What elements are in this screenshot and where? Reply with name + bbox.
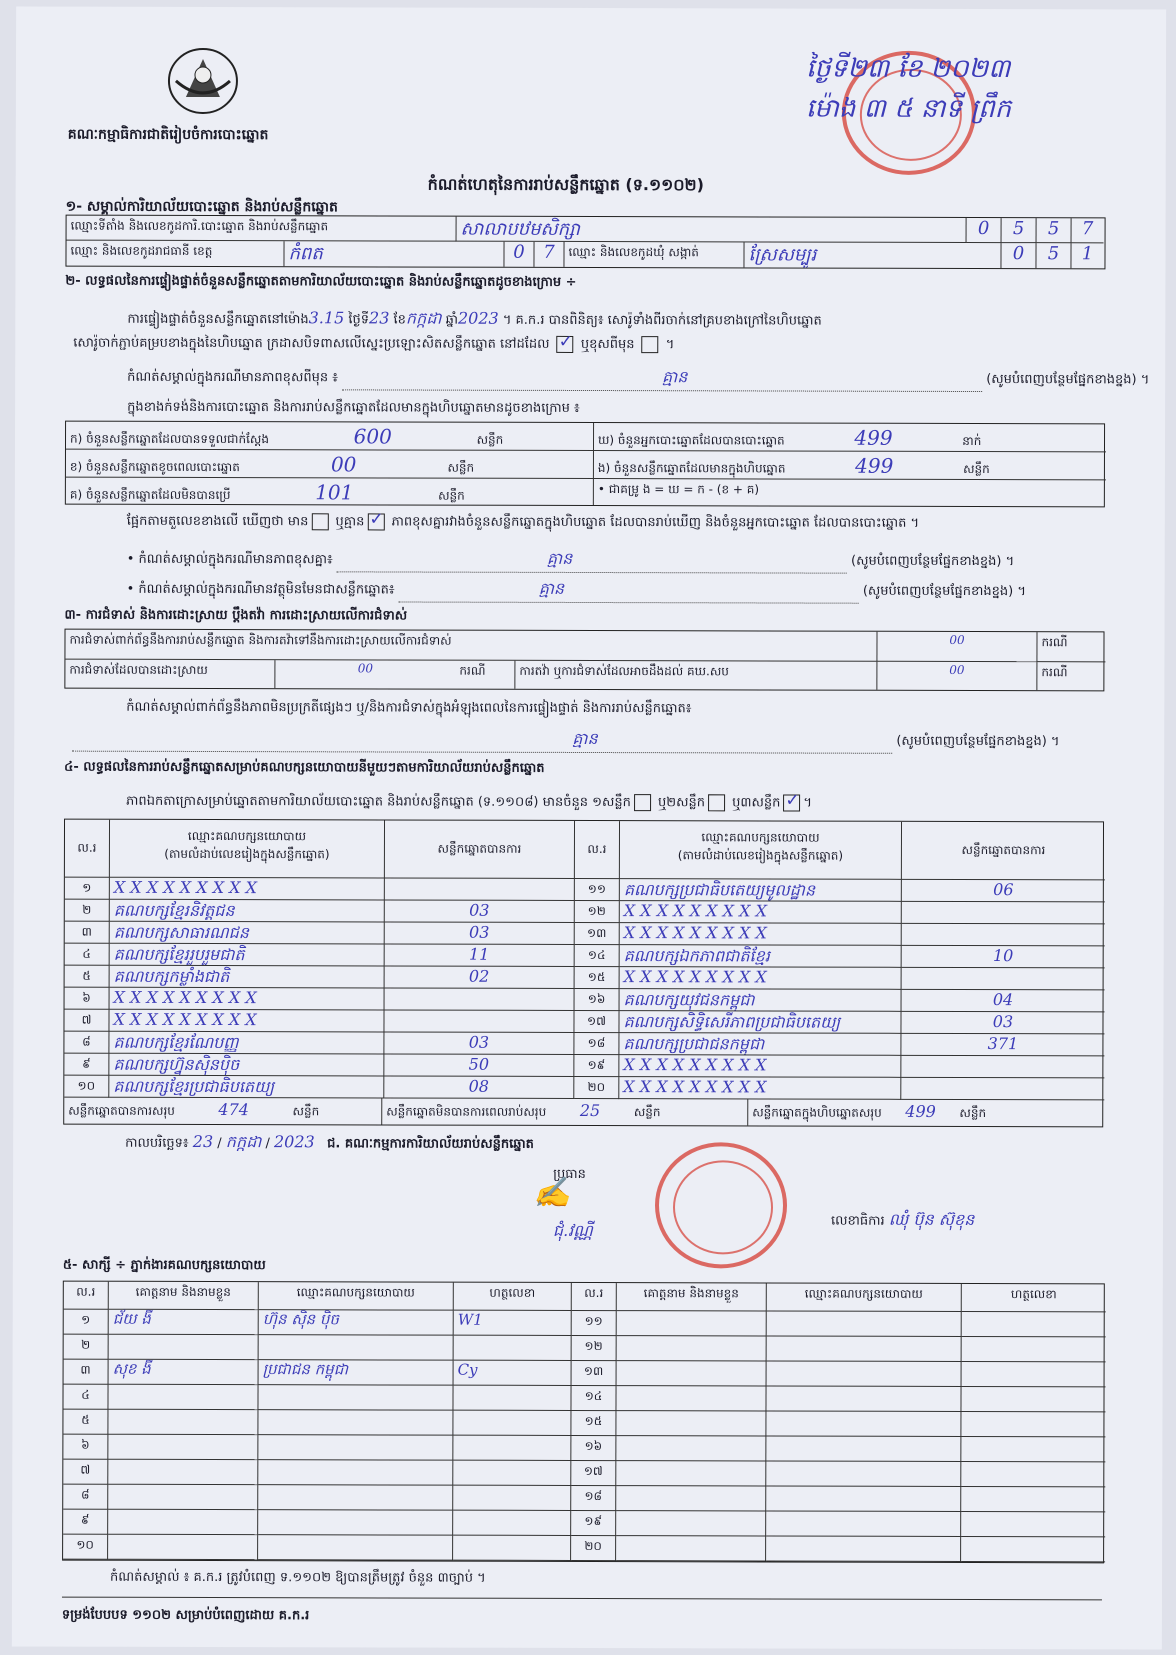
party-votes: 04 bbox=[902, 990, 1105, 1013]
witness-no: ១៤ bbox=[571, 1386, 616, 1411]
change-note-line: កំណត់សម្គាល់ក្នុងករណីមានភាពខុសពីមុន ៖ គ្មាន (សូមបំពេញបន្ថែមផ្នែកខាងខ្នង) ។ bbox=[127, 365, 1107, 393]
witness-party bbox=[766, 1461, 961, 1487]
station-value: សាលាបឋមសិក្សា bbox=[457, 217, 967, 243]
province-value: កំពត bbox=[284, 241, 504, 267]
witness-no: ៧ bbox=[63, 1460, 108, 1485]
province-code-digit: 0 bbox=[504, 242, 534, 267]
party-name: គណបក្សខ្មែរណែបញ្ញ bbox=[109, 1032, 384, 1055]
w-col-party: ឈ្មោះគណបក្សនយោបាយ bbox=[259, 1282, 454, 1311]
party-name: គណបក្សខ្មែររួបរួមជាតិ bbox=[110, 944, 385, 967]
witness-no: ១ bbox=[64, 1310, 109, 1335]
party-name: គណបក្សប្រជាជនកម្ពុជា bbox=[619, 1033, 901, 1056]
witness-no: ១៣ bbox=[572, 1361, 617, 1386]
district-value: ស្រែសម្បូរ bbox=[744, 242, 1001, 268]
col-header-votes: សន្លឹកឆ្នោតបានការ bbox=[385, 820, 575, 878]
station-code-digit: 7 bbox=[1072, 218, 1104, 243]
unused-ballots-row: គ) ចំនួនសន្លឹកឆ្នោតដែលមិនបានប្រើ 101 សន្លឹក bbox=[66, 478, 594, 505]
party-name: គណបក្សសាធារណជន bbox=[110, 922, 385, 945]
w-col-sign: ហត្ថលេខា bbox=[454, 1283, 572, 1311]
witness-party bbox=[258, 1410, 453, 1436]
witness-no: ២០ bbox=[571, 1536, 616, 1561]
ballot-intro: ក្នុងខាងក់ទង់និងការបោះឆ្នោត និងការរាប់សន្លឹកឆ្នោតដែលមានក្នុងហិបឆ្នោតមានដូចខាងក្រោម ៖ bbox=[127, 399, 580, 416]
party-votes bbox=[902, 968, 1105, 991]
witness-no: ១១ bbox=[572, 1311, 617, 1336]
witness-no: ១៥ bbox=[571, 1411, 616, 1436]
witness-table bbox=[62, 1281, 1105, 1564]
witness-name bbox=[617, 1311, 767, 1336]
witness-no: ៤ bbox=[63, 1385, 108, 1410]
party-votes: 371 bbox=[901, 1034, 1104, 1057]
witness-party: ហ៊ុន ស៊ិន ប៉ិច bbox=[259, 1310, 454, 1336]
party-name: X X X X X X X X X bbox=[620, 923, 902, 946]
party-name: X X X X X X X X X bbox=[620, 967, 902, 990]
witness-party: ប្រជាជន កម្ពុជា bbox=[259, 1360, 454, 1386]
no-difference-checkbox[interactable] bbox=[367, 513, 384, 530]
witness-no: ១៨ bbox=[571, 1486, 616, 1511]
total-valid: សន្លឹកឆ្នោតបានការសរុប 474 សន្លឹក bbox=[64, 1098, 382, 1125]
chair-signature: ✍ bbox=[532, 1175, 571, 1211]
form-title: កំណត់ហេតុនៃការរាប់សន្លឹកឆ្នោត (ទ.១១០២) bbox=[427, 174, 704, 195]
difference-check-line: ផ្អែកតាមតួលេខខាងលើ ឃើញថា មាន ឬគ្មាន✓ ភាពខុសគ្នារវាងចំនួនសន្លឹកឆ្នោតក្នុងហិបឆ្នោត ដែលបានរាប់ឃើញ និងចំនួនអ្នកបោះឆ្នោត ដែលបានបោះឆ្នោត ។ bbox=[127, 513, 919, 534]
section1-heading: ១- សម្គាល់ការិយាល័យបោះឆ្នោត និងរាប់សន្លឹកឆ្នោត bbox=[65, 198, 338, 216]
witness-sign bbox=[453, 1411, 571, 1436]
witness-name bbox=[616, 1411, 766, 1436]
appeal-count: 00 bbox=[877, 662, 1037, 690]
witness-party bbox=[766, 1411, 961, 1437]
province-label: ឈ្មោះ និងលេខកូដរាជធានី ខេត្ត bbox=[66, 241, 284, 267]
witness-name bbox=[109, 1335, 259, 1360]
party-votes: 03 bbox=[901, 1012, 1104, 1035]
witness-sign bbox=[453, 1536, 571, 1561]
received-ballots-row: ក) ចំនួនសន្លឹកឆ្នោតដែលបានទទួលជាក់ស្ដែង 600 សន្លឹក bbox=[66, 422, 594, 451]
witness-name bbox=[108, 1385, 258, 1410]
two-sheet-checkbox[interactable] bbox=[708, 794, 725, 811]
witness-no: ៨ bbox=[63, 1485, 108, 1510]
section3-heading: ៣- ការជំទាស់ និងការដោះស្រាយ ប្ដឹងតវ៉ា ការដោះស្រាយលើការជំទាស់ bbox=[64, 607, 408, 624]
witness-sign bbox=[962, 1312, 1106, 1337]
col-header-party: ឈ្មោះគណបក្សនយោបាយ (តាមលំដាប់លេខរៀងក្នុងសន្លឹកឆ្នោត) bbox=[620, 821, 902, 880]
witness-name bbox=[616, 1486, 766, 1511]
witness-sign: Cy bbox=[454, 1361, 572, 1386]
section4-heading: ៤- លទ្ធផលនៃការរាប់សន្លឹកឆ្នោតសម្រាប់គណបក្សនយោបាយនីមួយៗតាមការិយាល័យរាប់សន្លឹកឆ្នោត bbox=[64, 759, 545, 776]
witness-name bbox=[616, 1511, 766, 1536]
witness-no: ១២ bbox=[572, 1336, 617, 1361]
party-results-table bbox=[63, 819, 1104, 1128]
row-number: ៤ bbox=[65, 944, 110, 966]
party-name: គណបក្សសិទ្ធិសេរីភាពប្រជាធិបតេយ្យ bbox=[619, 1011, 901, 1034]
witness-party bbox=[767, 1336, 962, 1362]
receipt-note: ថ្ងៃទី២៣ ខែ ២០២៣ ម៉ោង ៣ ៥ នាទី ព្រឹក bbox=[805, 53, 1012, 125]
w-col-no: ល.រ bbox=[572, 1283, 617, 1311]
witness-name bbox=[108, 1535, 258, 1560]
row-number: ៥ bbox=[65, 966, 110, 988]
witness-party bbox=[258, 1510, 453, 1536]
witness-name bbox=[617, 1361, 767, 1386]
station-code-digit: 0 bbox=[967, 218, 1002, 243]
witness-name bbox=[616, 1461, 766, 1486]
witness-party bbox=[767, 1361, 962, 1387]
party-votes bbox=[902, 902, 1105, 925]
witness-no: ១៧ bbox=[571, 1461, 616, 1486]
witness-sign bbox=[961, 1462, 1105, 1487]
witness-name bbox=[616, 1536, 766, 1561]
party-name: គណបក្សខ្មែរនិវត្តជន bbox=[110, 900, 385, 923]
ballots-in-box-row: ង) ចំនួនសន្លឹកឆ្នោតដែលមានក្នុងហិបឆ្នោត 499 សន្លឹក bbox=[594, 451, 1106, 480]
time-value: 3.15 bbox=[308, 308, 345, 328]
document-page bbox=[12, 6, 1166, 1649]
appeal-unit: ករណី bbox=[1041, 665, 1068, 680]
party-votes bbox=[384, 1010, 574, 1032]
row-number: ៩ bbox=[64, 1054, 109, 1076]
witness-party bbox=[258, 1535, 453, 1561]
section2-heading: ២- លទ្ធផលនៃការផ្ទៀងផ្ទាត់ចំនួនសន្លឹកឆ្នោតតាមការិយាល័យបោះឆ្នោត និងរាប់សន្លឹកឆ្នោតដូចខាងក្រោម ÷ bbox=[65, 273, 577, 290]
witness-sign bbox=[961, 1537, 1105, 1562]
province-code-digit: 7 bbox=[534, 242, 564, 267]
irregularity-note-label: កំណត់សម្គាល់ពាក់ព័ន្ធនឹងភាពមិនប្រក្រតីផ្សេងៗ ឬ/និងការជំទាស់ក្នុងអំឡុងពេលនៃការផ្ទៀងផ្ទាត់ និងការរាប់សន្លឹកឆ្នោត៖ bbox=[126, 699, 692, 717]
witness-name bbox=[616, 1386, 766, 1411]
row-number: ១២ bbox=[575, 901, 620, 923]
verification-line-2: សោរ៉ូចាក់ភ្ជាប់គម្របខាងក្នុងនៃហិបឆ្នោត ក្រដាសបិទពាសលើស្នេះប្រឡោះសិតសន្លឹកឆ្នោត នៅដដែល ✓ ឬខុសពីមុន ។ bbox=[73, 335, 674, 356]
ballot-count-table bbox=[65, 421, 1105, 508]
witness-sign bbox=[961, 1387, 1105, 1412]
chair-name: ជុំ.វណ្ណី bbox=[552, 1220, 593, 1241]
witness-name: ជ័យ ងី bbox=[109, 1310, 259, 1335]
witness-no: ១៦ bbox=[571, 1436, 616, 1461]
party-name: គណបក្សប្រជាធិបតេយ្យមូលដ្ឋាន bbox=[620, 879, 902, 902]
witness-party bbox=[258, 1435, 453, 1461]
witness-sign bbox=[453, 1461, 571, 1486]
objection-table bbox=[64, 629, 1104, 692]
resolved-unit: ករណី bbox=[455, 661, 515, 689]
w-col-name: គោត្តនាម និងនាមខ្លួន bbox=[109, 1282, 259, 1310]
station-label: ឈ្មោះទីតាំង និងលេខកូដការិ.បោះឆ្នោត និងរាប់សន្លឹកឆ្នោត bbox=[67, 216, 457, 242]
district-code-digit: 5 bbox=[1036, 243, 1071, 268]
party-votes: 08 bbox=[384, 1076, 574, 1098]
three-sheet-checkbox[interactable] bbox=[783, 795, 800, 812]
witness-party bbox=[258, 1460, 453, 1486]
footer-divider bbox=[62, 1597, 1102, 1601]
footnote: កំណត់សម្គាល់ ៖ គ.ក.រ ត្រូវបំពេញ ទ.១១០២ ឱ្យបានត្រឹមត្រូវ ចំនួន ៣ច្បាប់ ។ bbox=[110, 1569, 486, 1586]
same-checkbox[interactable] bbox=[557, 336, 574, 353]
objection-unit: ករណី bbox=[1037, 632, 1105, 662]
row-number: ១១ bbox=[575, 879, 620, 901]
party-votes bbox=[901, 1056, 1104, 1079]
formula-row: • ជាគម្រូ ង = ឃ = ក - (ខ + គ) bbox=[597, 482, 760, 497]
party-votes: 50 bbox=[384, 1054, 574, 1076]
witness-party bbox=[766, 1511, 961, 1537]
row-number: ១៧ bbox=[574, 1011, 619, 1033]
party-votes bbox=[901, 1078, 1104, 1101]
date-line: កាលបរិច្ឆេទ៖ 23 / កក្កដា / 2023 ជ. គណៈកម្មការការិយាល័យរាប់សន្លឹកឆ្នោត bbox=[125, 1131, 534, 1152]
objection-count: 00 bbox=[877, 632, 1037, 662]
witness-name bbox=[617, 1336, 767, 1361]
witness-name bbox=[108, 1460, 258, 1485]
verification-line-1: ការផ្ទៀងផ្ទាត់ចំនួនសន្លឹកឆ្នោតនៅម៉ោង3.15 ថ្ងៃទី23 ខែកក្កដា ឆ្នាំ2023 ។ គ.ក.រ បានពិនិត្យ៖ សោរ៉ូទាំងពីរចាក់នៅគ្របខាងក្រៅនៃហិបឆ្នោត bbox=[127, 308, 822, 329]
station-code-digit: 5 bbox=[1037, 218, 1072, 243]
one-sheet-checkbox[interactable] bbox=[634, 794, 651, 811]
witness-party bbox=[259, 1335, 454, 1361]
witness-no: ១៩ bbox=[571, 1511, 616, 1536]
witness-sign bbox=[961, 1437, 1105, 1462]
party-name: X X X X X X X X X bbox=[619, 1077, 901, 1100]
party-name: គណបក្សហ្វ៊ុនស៊ិនប៉ិច bbox=[109, 1054, 384, 1077]
org-name: គណៈកម្មាធិការជាតិរៀបចំការបោះឆ្នោត bbox=[67, 126, 269, 144]
station-table bbox=[65, 215, 1105, 270]
year-value: 2023 bbox=[457, 308, 499, 328]
row-number: ១៦ bbox=[575, 989, 620, 1011]
witness-no: ៥ bbox=[63, 1410, 108, 1435]
party-votes bbox=[385, 988, 575, 1010]
witness-sign bbox=[453, 1486, 571, 1511]
change-note-value: គ្មាន bbox=[662, 367, 688, 387]
party-name: គណបក្សខ្មែរប្រជាធិបតេយ្យ bbox=[109, 1076, 384, 1099]
spoiled-ballots-row: ខ) ចំនួនសន្លឹកឆ្នោតខូចពេលបោះឆ្នោត 00 សន្លឹក bbox=[66, 450, 594, 479]
row-number: ១៨ bbox=[574, 1033, 619, 1055]
invalid-item-note-line: • កំណត់សម្គាល់ក្នុងករណីមានវត្ថុមិនមែនជាសន្លឹកឆ្នោត៖ គ្មាន (សូមបំពេញបន្ថែមផ្នែកខាងខ្នង) ។ bbox=[127, 577, 1026, 604]
voters-voted-row: ឃ) ចំនួនអ្នកបោះឆ្នោតដែលបានបោះឆ្នោត 499 នាក់ bbox=[594, 423, 1106, 452]
witness-no: ២ bbox=[64, 1335, 109, 1360]
party-name: X X X X X X X X X bbox=[110, 878, 385, 901]
total-in-box: សន្លឹកឆ្នោតក្នុងហិបឆ្នោតសរុប 499 សន្លឹក bbox=[752, 1101, 987, 1121]
row-number: ២ bbox=[65, 900, 110, 922]
party-votes: 06 bbox=[902, 880, 1105, 903]
nec-emblem-icon bbox=[164, 45, 242, 117]
row-number: ១ bbox=[65, 878, 110, 900]
secretary-line: លេខាធិការ ឈុំ ប៊ុន ស៊ុខុន bbox=[830, 1209, 975, 1230]
col-header-no: ល.រ bbox=[575, 821, 620, 879]
witness-sign bbox=[453, 1511, 571, 1536]
w-col-name: គោត្តនាម និងនាមខ្លួន bbox=[617, 1283, 767, 1311]
row-number: ១៣ bbox=[575, 923, 620, 945]
district-label: ឈ្មោះ និងលេខកូដឃុំ សង្កាត់ bbox=[564, 242, 744, 267]
resolved-count: 00 bbox=[357, 661, 374, 676]
month-value: កក្កដា bbox=[405, 308, 442, 328]
party-votes: 03 bbox=[385, 922, 575, 944]
row-number: ៨ bbox=[64, 1032, 109, 1054]
objection-row-1: ការជំទាស់ពាក់ព័ន្ធនឹងការរាប់សន្លឹកឆ្នោត និងការតវ៉ាទៅនឹងការដោះស្រាយលើការជំទាស់ bbox=[65, 630, 877, 662]
witness-sign: W1 bbox=[454, 1311, 572, 1336]
witness-sign bbox=[962, 1362, 1106, 1387]
party-name: X X X X X X X X X bbox=[109, 1010, 384, 1033]
witness-name bbox=[108, 1410, 258, 1435]
district-code-digit: 0 bbox=[1001, 243, 1036, 268]
witness-no: ៩ bbox=[63, 1510, 108, 1535]
col-header-votes: សន្លឹកឆ្នោតបានការ bbox=[902, 822, 1105, 881]
witness-no: ៦ bbox=[63, 1435, 108, 1460]
witness-sign bbox=[453, 1386, 571, 1411]
row-number: ១៩ bbox=[574, 1055, 619, 1077]
has-difference-checkbox[interactable] bbox=[311, 513, 328, 530]
col-header-party: ឈ្មោះគណបក្សនយោបាយ (តាមលំដាប់លេខរៀងក្នុងសន្លឹកឆ្នោត) bbox=[110, 820, 385, 879]
row-number: ៣ bbox=[65, 922, 110, 944]
witness-name bbox=[108, 1510, 258, 1535]
changed-checkbox[interactable] bbox=[642, 336, 659, 353]
row-number: ១៤ bbox=[575, 945, 620, 967]
witness-name bbox=[108, 1435, 258, 1460]
witness-party bbox=[766, 1536, 961, 1562]
party-votes bbox=[902, 924, 1105, 947]
chair-label: ប្រធាន bbox=[553, 1166, 586, 1182]
witness-sign bbox=[961, 1512, 1105, 1537]
witness-name bbox=[108, 1485, 258, 1510]
witness-name bbox=[616, 1436, 766, 1461]
witness-sign bbox=[961, 1487, 1105, 1512]
witness-no: ១០ bbox=[63, 1535, 108, 1560]
witness-sign bbox=[453, 1436, 571, 1461]
row-number: ៧ bbox=[64, 1010, 109, 1032]
party-name: X X X X X X X X X bbox=[110, 988, 385, 1011]
difference-note-line: • កំណត់សម្គាល់ក្នុងករណីមានភាពខុសគ្នា៖ គ្មាន (សូមបំពេញបន្ថែមផ្នែកខាងខ្នង) ។ bbox=[127, 547, 1015, 574]
witness-party bbox=[766, 1486, 961, 1512]
resolved-label: ការជំទាស់ដែលបានដោះស្រាយ bbox=[65, 660, 275, 689]
station-code-digit: 5 bbox=[1002, 218, 1037, 243]
day-value: 23 bbox=[369, 308, 390, 328]
witness-party bbox=[766, 1436, 961, 1462]
row-number: ៦ bbox=[65, 988, 110, 1010]
w-col-sign: ហត្ថលេខា bbox=[962, 1284, 1106, 1312]
result-sheet-line: ភាពឯកតាក្រោសម្រាប់ឆ្នោតតាមការិយាល័យបោះឆ្នោត និងរាប់សន្លឹកឆ្នោត (ទ.១១០៨) មានចំនួន ១សន្លឹក ឬ២សន្លឹក ឬ៣សន្លឹក✓ ។ bbox=[126, 793, 812, 814]
section5-heading: ៥- សាក្សី ÷ ភ្នាក់ងារគណបក្សនយោបាយ bbox=[62, 1257, 266, 1274]
party-votes: 03 bbox=[385, 900, 575, 922]
district-code-digit: 1 bbox=[1081, 243, 1094, 265]
party-name: X X X X X X X X X bbox=[619, 1055, 901, 1078]
official-stamp-bottom bbox=[655, 1142, 787, 1268]
witness-sign bbox=[962, 1337, 1106, 1362]
w-col-no: ល.រ bbox=[64, 1282, 109, 1310]
irregularity-note-line: គ្មាន (សូមបំពេញបន្ថែមផ្នែកខាងខ្នង) ។ bbox=[72, 727, 1059, 755]
party-name: គណបក្សយុវជនកម្ពុជា bbox=[620, 989, 902, 1012]
witness-sign bbox=[454, 1336, 572, 1361]
witness-party bbox=[767, 1311, 962, 1337]
w-col-party: ឈ្មោះគណបក្សនយោបាយ bbox=[767, 1283, 962, 1312]
party-votes: 03 bbox=[384, 1032, 574, 1054]
row-number: ១៥ bbox=[575, 967, 620, 989]
witness-party bbox=[766, 1386, 961, 1412]
party-name: គណបក្សឯកភាពជាតិខ្មែរ bbox=[620, 945, 902, 968]
row-number: ២០ bbox=[574, 1077, 619, 1099]
witness-sign bbox=[961, 1412, 1105, 1437]
total-invalid: សន្លឹកឆ្នោតមិនបានការពេលរាប់សរុប 25 សន្លឹក bbox=[382, 1098, 748, 1125]
appeal-label: ការតវ៉ា ឬការជំទាស់ដែលអាចដឹងដល់ គឃ.សប bbox=[515, 661, 877, 690]
witness-party bbox=[258, 1485, 453, 1511]
witness-party bbox=[258, 1385, 453, 1411]
witness-name: សុខ ងី bbox=[109, 1360, 259, 1385]
party-name: X X X X X X X X X bbox=[620, 901, 902, 924]
party-votes bbox=[385, 878, 575, 900]
party-votes: 02 bbox=[385, 966, 575, 988]
party-name: គណបក្សកម្លាំងជាតិ bbox=[110, 966, 385, 989]
witness-no: ៣ bbox=[64, 1360, 109, 1385]
party-votes: 10 bbox=[902, 946, 1105, 969]
col-header-no: ល.រ bbox=[65, 820, 110, 878]
party-votes: 11 bbox=[385, 944, 575, 966]
form-footer: ទម្រង់បែបបទ ១១០២ សម្រាប់បំពេញដោយ គ.ក.រ bbox=[61, 1607, 310, 1624]
row-number: ១០ bbox=[64, 1076, 109, 1098]
